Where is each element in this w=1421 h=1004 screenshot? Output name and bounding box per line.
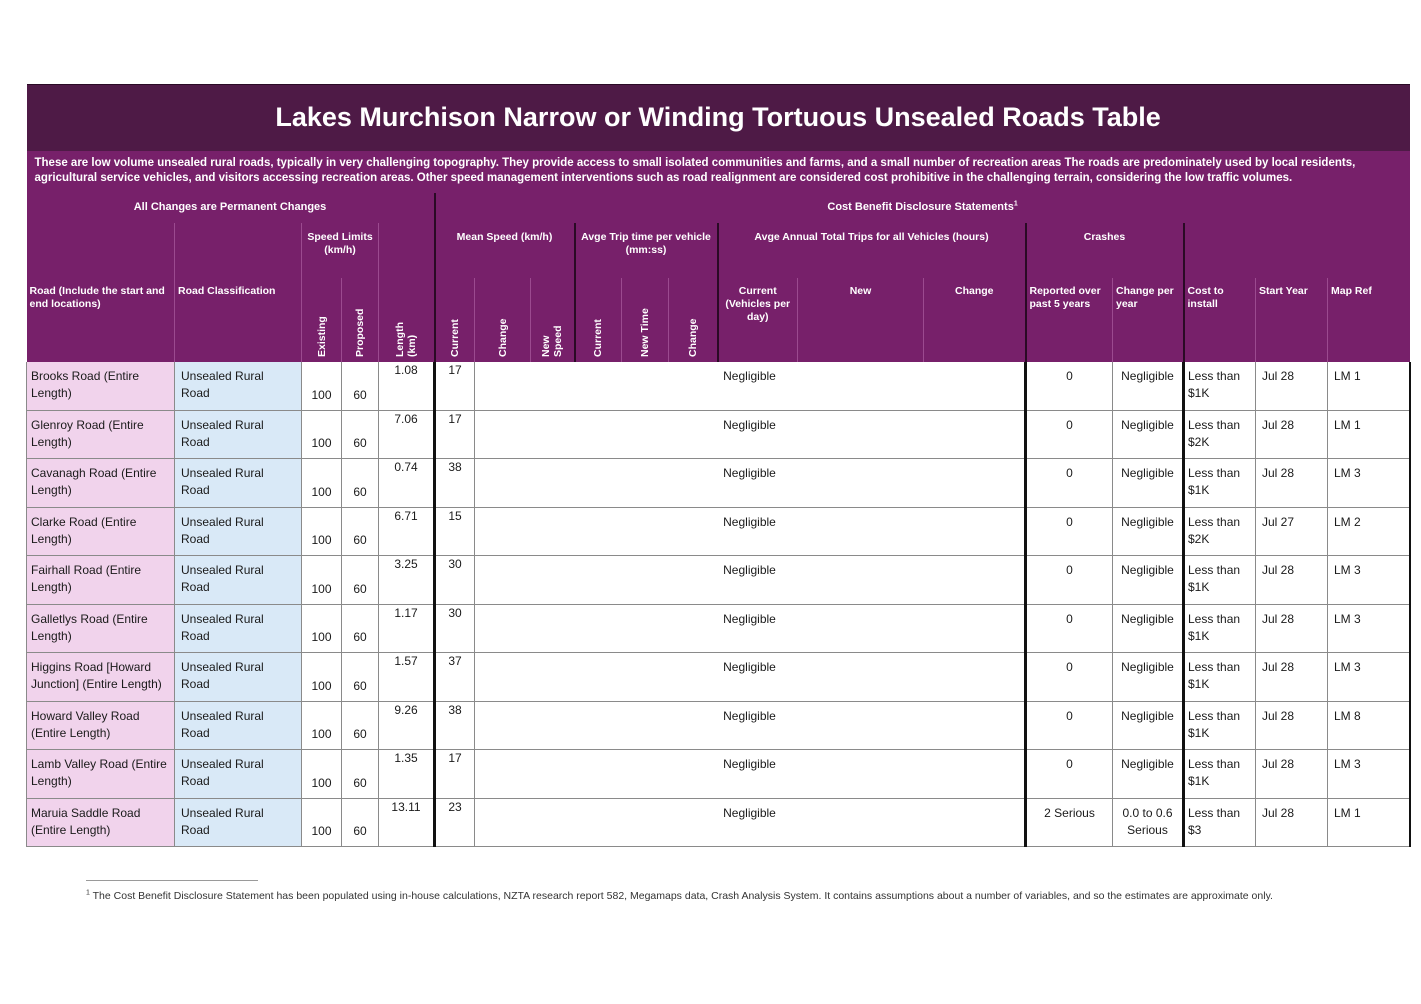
group-empty-admin [1184, 223, 1410, 278]
speed-table [26, 84, 1411, 847]
table-row [27, 653, 1410, 702]
speed-existing: 100 [302, 750, 342, 799]
road-name: Cavanagh Road (Entire Length) [27, 459, 175, 508]
road-name: Glenroy Road (Entire Length) [27, 410, 175, 459]
start-year: Jul 28 [1256, 362, 1328, 411]
road-classification: Unsealed Rural Road [175, 410, 302, 459]
start-year: Jul 28 [1256, 459, 1328, 508]
impact-value: Negligible [475, 653, 1026, 702]
road-name: Howard Valley Road (Entire Length) [27, 701, 175, 750]
impact-value: Negligible [475, 362, 1026, 411]
table-row [27, 604, 1410, 653]
speed-existing: 100 [302, 410, 342, 459]
crash-change: Negligible [1113, 410, 1184, 459]
group-speed-limits: Speed Limits (km/h) [302, 223, 379, 278]
cost-to-install: Less than $2K [1184, 410, 1256, 459]
crashes-reported: 0 [1026, 507, 1113, 556]
cost-to-install: Less than $1K [1184, 653, 1256, 702]
speed-existing: 100 [302, 459, 342, 508]
road-name: Higgins Road [Howard Junction] (Entire Length) [27, 653, 175, 702]
impact-value: Negligible [475, 410, 1026, 459]
crash-change: Negligible [1113, 750, 1184, 799]
map-ref: LM 3 [1328, 604, 1410, 653]
road-classification: Unsealed Rural Road [175, 507, 302, 556]
road-classification: Unsealed Rural Road [175, 750, 302, 799]
cost-to-install: Less than $1K [1184, 604, 1256, 653]
road-length: 1.57 [379, 653, 435, 702]
crashes-reported: 2 Serious [1026, 798, 1113, 847]
table-row [27, 362, 1410, 411]
col-trip-change [669, 278, 718, 362]
road-length: 6.71 [379, 507, 435, 556]
start-year: Jul 28 [1256, 750, 1328, 799]
cost-to-install: Less than $3 [1184, 798, 1256, 847]
cost-to-install: Less than $1K [1184, 701, 1256, 750]
speed-existing: 100 [302, 798, 342, 847]
group-empty-length [379, 223, 435, 278]
start-year: Jul 28 [1256, 556, 1328, 605]
mean-speed-current: 30 [435, 604, 475, 653]
col-proposed-label: Proposed [354, 308, 366, 357]
col-length [379, 278, 435, 362]
table-row [27, 410, 1410, 459]
footnote-text: The Cost Benefit Disclosure Statement has been populated using in-house calculations, NZTA research report 582, Megamaps data, Crash Analysis System. It contains assumptions about a number of variables, and so the estimates are approximate only. [92, 890, 1273, 902]
impact-value: Negligible [475, 798, 1026, 847]
col-mean-new-label: New Speed [540, 324, 565, 357]
footnote-ref: 1 [1013, 200, 1018, 208]
crash-change: Negligible [1113, 604, 1184, 653]
description: These are low volume unsealed rural roads, typically in very challenging topography. They provide access to small isolated communities and farms, and a small number of recreation areas The roads are predominately used by local residents, agricultural service vehicles, and visitors accessing recreation areas. Other speed management interventions such as road realignment are considered cost prohibitive in the challenging terrain, considering the low traffic volumes. [27, 151, 1410, 193]
crashes-reported: 0 [1026, 604, 1113, 653]
speed-proposed: 60 [342, 556, 379, 605]
col-trip-current [575, 278, 622, 362]
col-map-ref: Map Ref [1328, 278, 1410, 362]
speed-proposed: 60 [342, 362, 379, 411]
col-annual-new: New [798, 278, 924, 362]
group-empty-road [27, 223, 175, 278]
col-trip-current-label: Current [592, 318, 605, 357]
table-row [27, 556, 1410, 605]
col-start-year: Start Year [1256, 278, 1328, 362]
col-annual-change: Change [924, 278, 1026, 362]
road-length: 13.11 [379, 798, 435, 847]
start-year: Jul 28 [1256, 653, 1328, 702]
speed-proposed: 60 [342, 459, 379, 508]
start-year: Jul 28 [1256, 798, 1328, 847]
cost-to-install: Less than $1K [1184, 459, 1256, 508]
map-ref: LM 3 [1328, 750, 1410, 799]
mean-speed-current: 38 [435, 701, 475, 750]
group-crashes: Crashes [1026, 223, 1184, 278]
road-name: Brooks Road (Entire Length) [27, 362, 175, 411]
mean-speed-current: 15 [435, 507, 475, 556]
crash-change: Negligible [1113, 459, 1184, 508]
crashes-reported: 0 [1026, 410, 1113, 459]
col-mean-change [475, 278, 531, 362]
mean-speed-current: 38 [435, 459, 475, 508]
crashes-reported: 0 [1026, 556, 1113, 605]
group-trip-time: Avge Trip time per vehicle (mm:ss) [575, 223, 718, 278]
col-trip-new [622, 278, 669, 362]
map-ref: LM 2 [1328, 507, 1410, 556]
cost-to-install: Less than $1K [1184, 556, 1256, 605]
col-length-label: Length (km) [394, 321, 419, 357]
road-length: 1.17 [379, 604, 435, 653]
mean-speed-current: 37 [435, 653, 475, 702]
col-annual-current: Current (Vehicles per day) [718, 278, 798, 362]
road-length: 3.25 [379, 556, 435, 605]
table-row [27, 459, 1410, 508]
map-ref: LM 3 [1328, 459, 1410, 508]
table-row [27, 750, 1410, 799]
col-mean-current [435, 278, 475, 362]
speed-proposed: 60 [342, 701, 379, 750]
group-annual-trips: Avge Annual Total Trips for all Vehicles (hours) [718, 223, 1026, 278]
crash-change: Negligible [1113, 556, 1184, 605]
table-row [27, 507, 1410, 556]
road-name: Fairhall Road (Entire Length) [27, 556, 175, 605]
col-trip-new-label: New Time [639, 307, 651, 357]
speed-proposed: 60 [342, 604, 379, 653]
col-trip-change-label: Change [686, 317, 699, 357]
crashes-reported: 0 [1026, 362, 1113, 411]
road-length: 1.08 [379, 362, 435, 411]
road-name: Maruia Saddle Road (Entire Length) [27, 798, 175, 847]
section-cost-benefit [435, 193, 1410, 223]
speed-existing: 100 [302, 507, 342, 556]
road-name: Lamb Valley Road (Entire Length) [27, 750, 175, 799]
speed-existing: 100 [302, 701, 342, 750]
table-row [27, 701, 1410, 750]
footnote [86, 889, 1316, 904]
col-road: Road (Include the start and end locations) [27, 278, 175, 362]
start-year: Jul 28 [1256, 604, 1328, 653]
road-name: Galletlys Road (Entire Length) [27, 604, 175, 653]
map-ref: LM 3 [1328, 653, 1410, 702]
crash-change: Negligible [1113, 362, 1184, 411]
road-classification: Unsealed Rural Road [175, 653, 302, 702]
speed-existing: 100 [302, 556, 342, 605]
road-length: 1.35 [379, 750, 435, 799]
section-permanent-changes: All Changes are Permanent Changes [27, 193, 435, 223]
road-classification: Unsealed Rural Road [175, 459, 302, 508]
col-crash-reported: Reported over past 5 years [1026, 278, 1113, 362]
map-ref: LM 3 [1328, 556, 1410, 605]
cost-to-install: Less than $2K [1184, 507, 1256, 556]
speed-proposed: 60 [342, 798, 379, 847]
speed-proposed: 60 [342, 507, 379, 556]
cost-to-install: Less than $1K [1184, 362, 1256, 411]
footnote-rule [86, 880, 258, 881]
road-classification: Unsealed Rural Road [175, 362, 302, 411]
cost-to-install: Less than $1K [1184, 750, 1256, 799]
speed-existing: 100 [302, 604, 342, 653]
crash-change: Negligible [1113, 507, 1184, 556]
col-cost: Cost to install [1184, 278, 1256, 362]
map-ref: LM 8 [1328, 701, 1410, 750]
mean-speed-current: 17 [435, 410, 475, 459]
road-name: Clarke Road (Entire Length) [27, 507, 175, 556]
crash-change: 0.0 to 0.6 Serious [1113, 798, 1184, 847]
impact-value: Negligible [475, 507, 1026, 556]
road-classification: Unsealed Rural Road [175, 604, 302, 653]
col-mean-current-label: Current [448, 318, 461, 357]
speed-proposed: 60 [342, 750, 379, 799]
mean-speed-current: 23 [435, 798, 475, 847]
start-year: Jul 27 [1256, 507, 1328, 556]
col-mean-new [531, 278, 575, 362]
mean-speed-current: 30 [435, 556, 475, 605]
start-year: Jul 28 [1256, 410, 1328, 459]
crashes-reported: 0 [1026, 459, 1113, 508]
page-title: Lakes Murchison Narrow or Winding Tortuous Unsealed Roads Table [27, 85, 1410, 151]
map-ref: LM 1 [1328, 410, 1410, 459]
impact-value: Negligible [475, 604, 1026, 653]
crashes-reported: 0 [1026, 653, 1113, 702]
speed-proposed: 60 [342, 653, 379, 702]
road-classification: Unsealed Rural Road [175, 701, 302, 750]
mean-speed-current: 17 [435, 750, 475, 799]
col-proposed [342, 278, 379, 362]
road-classification: Unsealed Rural Road [175, 556, 302, 605]
impact-value: Negligible [475, 750, 1026, 799]
col-classification: Road Classification [175, 278, 302, 362]
col-existing [302, 278, 342, 362]
start-year: Jul 28 [1256, 701, 1328, 750]
crashes-reported: 0 [1026, 701, 1113, 750]
group-mean-speed: Mean Speed (km/h) [435, 223, 575, 278]
speed-existing: 100 [302, 653, 342, 702]
footnote-mark: 1 [86, 889, 90, 897]
col-existing-label: Existing [315, 315, 328, 357]
speed-proposed: 60 [342, 410, 379, 459]
road-length: 9.26 [379, 701, 435, 750]
table-row [27, 798, 1410, 847]
road-length: 0.74 [379, 459, 435, 508]
col-mean-change-label: Change [496, 317, 509, 357]
map-ref: LM 1 [1328, 798, 1410, 847]
crashes-reported: 0 [1026, 750, 1113, 799]
col-crash-change: Change per year [1113, 278, 1184, 362]
section-cost-benefit-label: Cost Benefit Disclosure Statements [827, 201, 1014, 213]
map-ref: LM 1 [1328, 362, 1410, 411]
group-empty-class [175, 223, 302, 278]
road-length: 7.06 [379, 410, 435, 459]
impact-value: Negligible [475, 701, 1026, 750]
road-classification: Unsealed Rural Road [175, 798, 302, 847]
speed-existing: 100 [302, 362, 342, 411]
crash-change: Negligible [1113, 701, 1184, 750]
crash-change: Negligible [1113, 653, 1184, 702]
mean-speed-current: 17 [435, 362, 475, 411]
impact-value: Negligible [475, 556, 1026, 605]
impact-value: Negligible [475, 459, 1026, 508]
